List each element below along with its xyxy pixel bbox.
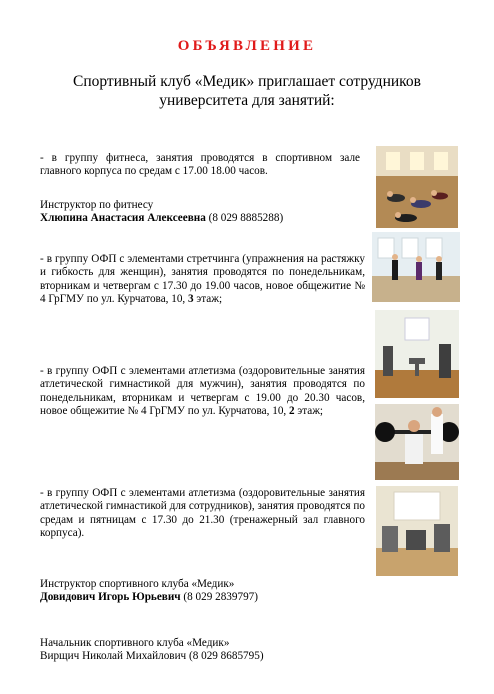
fitness-group-text: - в группу фитнеса, занятия проводятся в спортивном зале главного корпуса по средам с 17.00 18.00 часов. <box>40 152 360 178</box>
club-instructor-name: Довидович Игорь Юрьевич <box>40 591 181 604</box>
club-head <box>40 637 370 664</box>
fitness-instructor-role: Инструктор по фитнесу <box>40 199 154 211</box>
athletic-men-group-text: - в группу ОФП с элементами атлетизма (оздоровительные занятия атлетической гимнастикой для мужчин), занятия проводятся по понедельникам, вторникам и четвергам с 19.00 до 20.30 часов, новое общежитие № 4 ГрГМУ по ул. Курчатова, 10, 2 этаж; <box>40 365 365 418</box>
stretching-class-photo <box>372 232 460 302</box>
stretching-group-text: - в группу ОФП с элементами стретчинга (упражнения на растяжку и гибкость для женщин), занятия проводятся по понедельникам, вторникам и четвергам с 17.30 до 19.00 часов, новое общежитие № 4 ГрГМУ по ул. Курчатова, 10, 3 этаж; <box>40 253 365 306</box>
club-instructor-role: Инструктор спортивного клуба «Медик» <box>40 578 235 590</box>
club-head-name: Вирщич Николай Михайлович (8 029 8685795) <box>40 650 264 663</box>
fitness-instructor-name: Хлюпина Анастасия Алексеевна <box>40 212 206 225</box>
announcement-intro: Спортивный клуб «Медик» приглашает сотрудников университета для занятий: <box>73 73 421 109</box>
stretching-floor-number: 3 <box>188 293 194 306</box>
weightlifting-photo <box>375 404 459 480</box>
fitness-class-photo <box>376 146 458 228</box>
club-head-role: Начальник спортивного клуба «Медик» <box>40 637 230 649</box>
fitness-instructor <box>40 199 360 226</box>
fitness-instructor-phone: (8 029 8885288) <box>208 212 284 225</box>
trainer-hall-photo <box>376 486 458 576</box>
club-instructor <box>40 578 370 605</box>
announcement-heading: ОБЪЯВЛЕНИЕ <box>177 38 317 54</box>
club-instructor-phone: (8 029 2839797) <box>183 591 258 604</box>
gym-room-photo <box>375 310 459 398</box>
athletic-men-floor-number: 2 <box>289 405 295 418</box>
athletic-staff-group-text: - в группу ОФП с элементами атлетизма (оздоровительные занятия атлетической гимнастикой для сотрудников), занятия проводятся по средам и пятницам с 17.30 до 21.30 (тренажерный зал главного корпуса). <box>40 487 365 540</box>
